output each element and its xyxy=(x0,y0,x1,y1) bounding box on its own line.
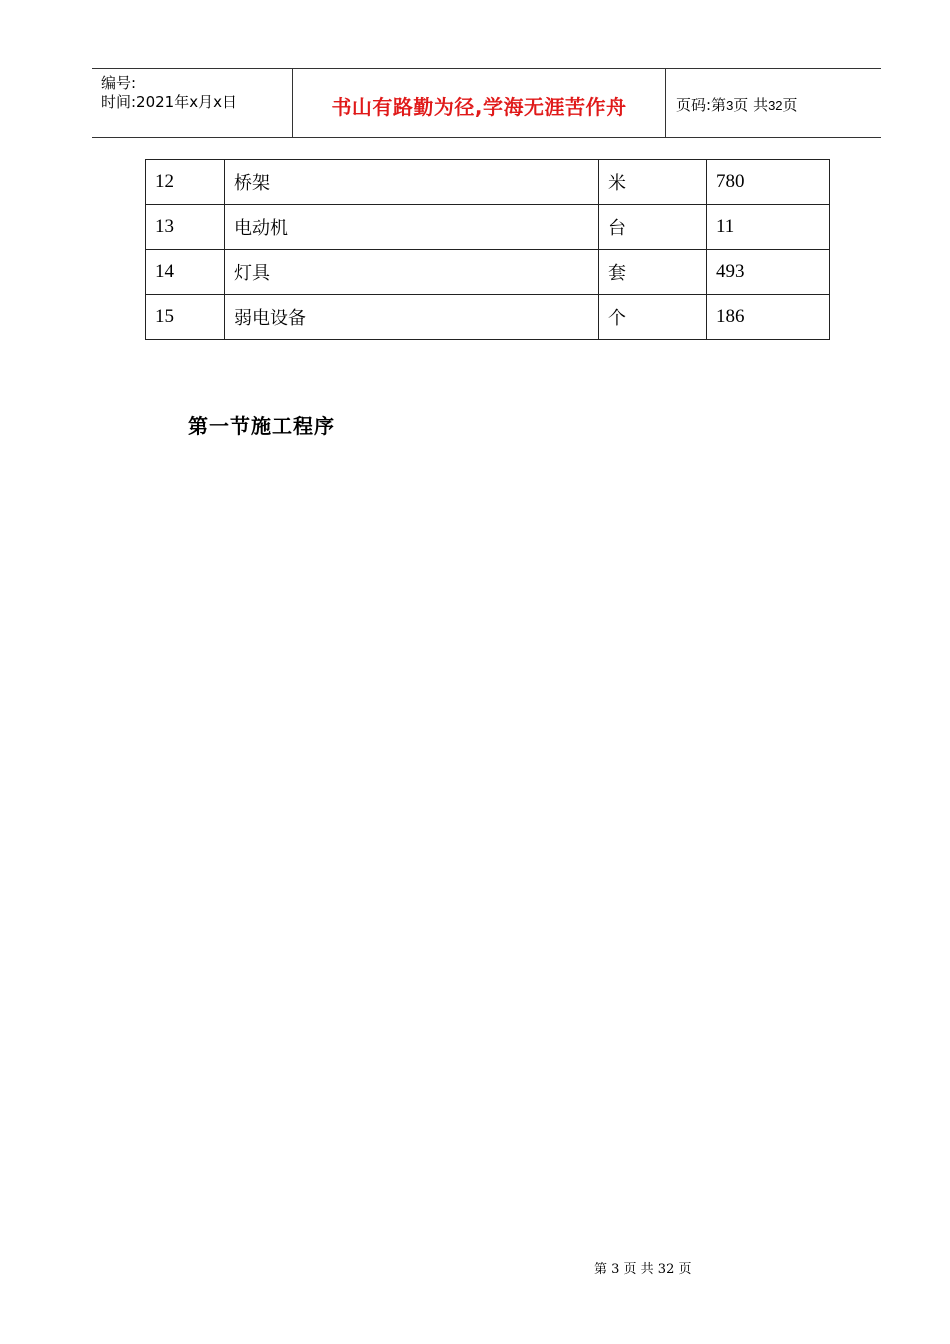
page-footer: 第 3 页 共 32 页 xyxy=(594,1262,692,1277)
item-quantity: 493 xyxy=(707,250,830,295)
page-number-info xyxy=(676,94,798,115)
header-motto-cell xyxy=(293,69,666,137)
item-name: 电动机 xyxy=(225,205,599,250)
item-unit: 个 xyxy=(599,295,707,340)
item-unit: 米 xyxy=(599,160,707,205)
header-meta xyxy=(92,69,293,137)
item-unit: 套 xyxy=(599,250,707,295)
table-row xyxy=(146,160,830,205)
equipment-table xyxy=(145,159,830,340)
page-current: 3 xyxy=(726,98,734,113)
page-suffix: 页 xyxy=(782,96,798,114)
code-label: 编号: xyxy=(101,74,137,92)
table-row xyxy=(146,250,830,295)
table-row xyxy=(146,205,830,250)
row-number: 14 xyxy=(146,250,225,295)
row-number: 12 xyxy=(146,160,225,205)
time-label: 时间:2021年x月x日 xyxy=(101,93,237,111)
item-quantity: 780 xyxy=(707,160,830,205)
page-prefix: 页码:第 xyxy=(676,96,727,114)
item-name: 弱电设备 xyxy=(225,295,599,340)
page-header xyxy=(92,68,881,138)
item-unit: 台 xyxy=(599,205,707,250)
item-name: 灯具 xyxy=(225,250,599,295)
item-name: 桥架 xyxy=(225,160,599,205)
page-mid: 页 共 xyxy=(733,96,769,114)
row-number: 15 xyxy=(146,295,225,340)
row-number: 13 xyxy=(146,205,225,250)
section-title: 第一节施工程序 xyxy=(188,414,335,438)
header-page-cell xyxy=(666,69,881,137)
motto-text: 书山有路勤为径,学海无涯苦作舟 xyxy=(331,95,627,119)
item-quantity: 11 xyxy=(707,205,830,250)
page-total: 32 xyxy=(768,98,783,113)
table-row xyxy=(146,295,830,340)
item-quantity: 186 xyxy=(707,295,830,340)
